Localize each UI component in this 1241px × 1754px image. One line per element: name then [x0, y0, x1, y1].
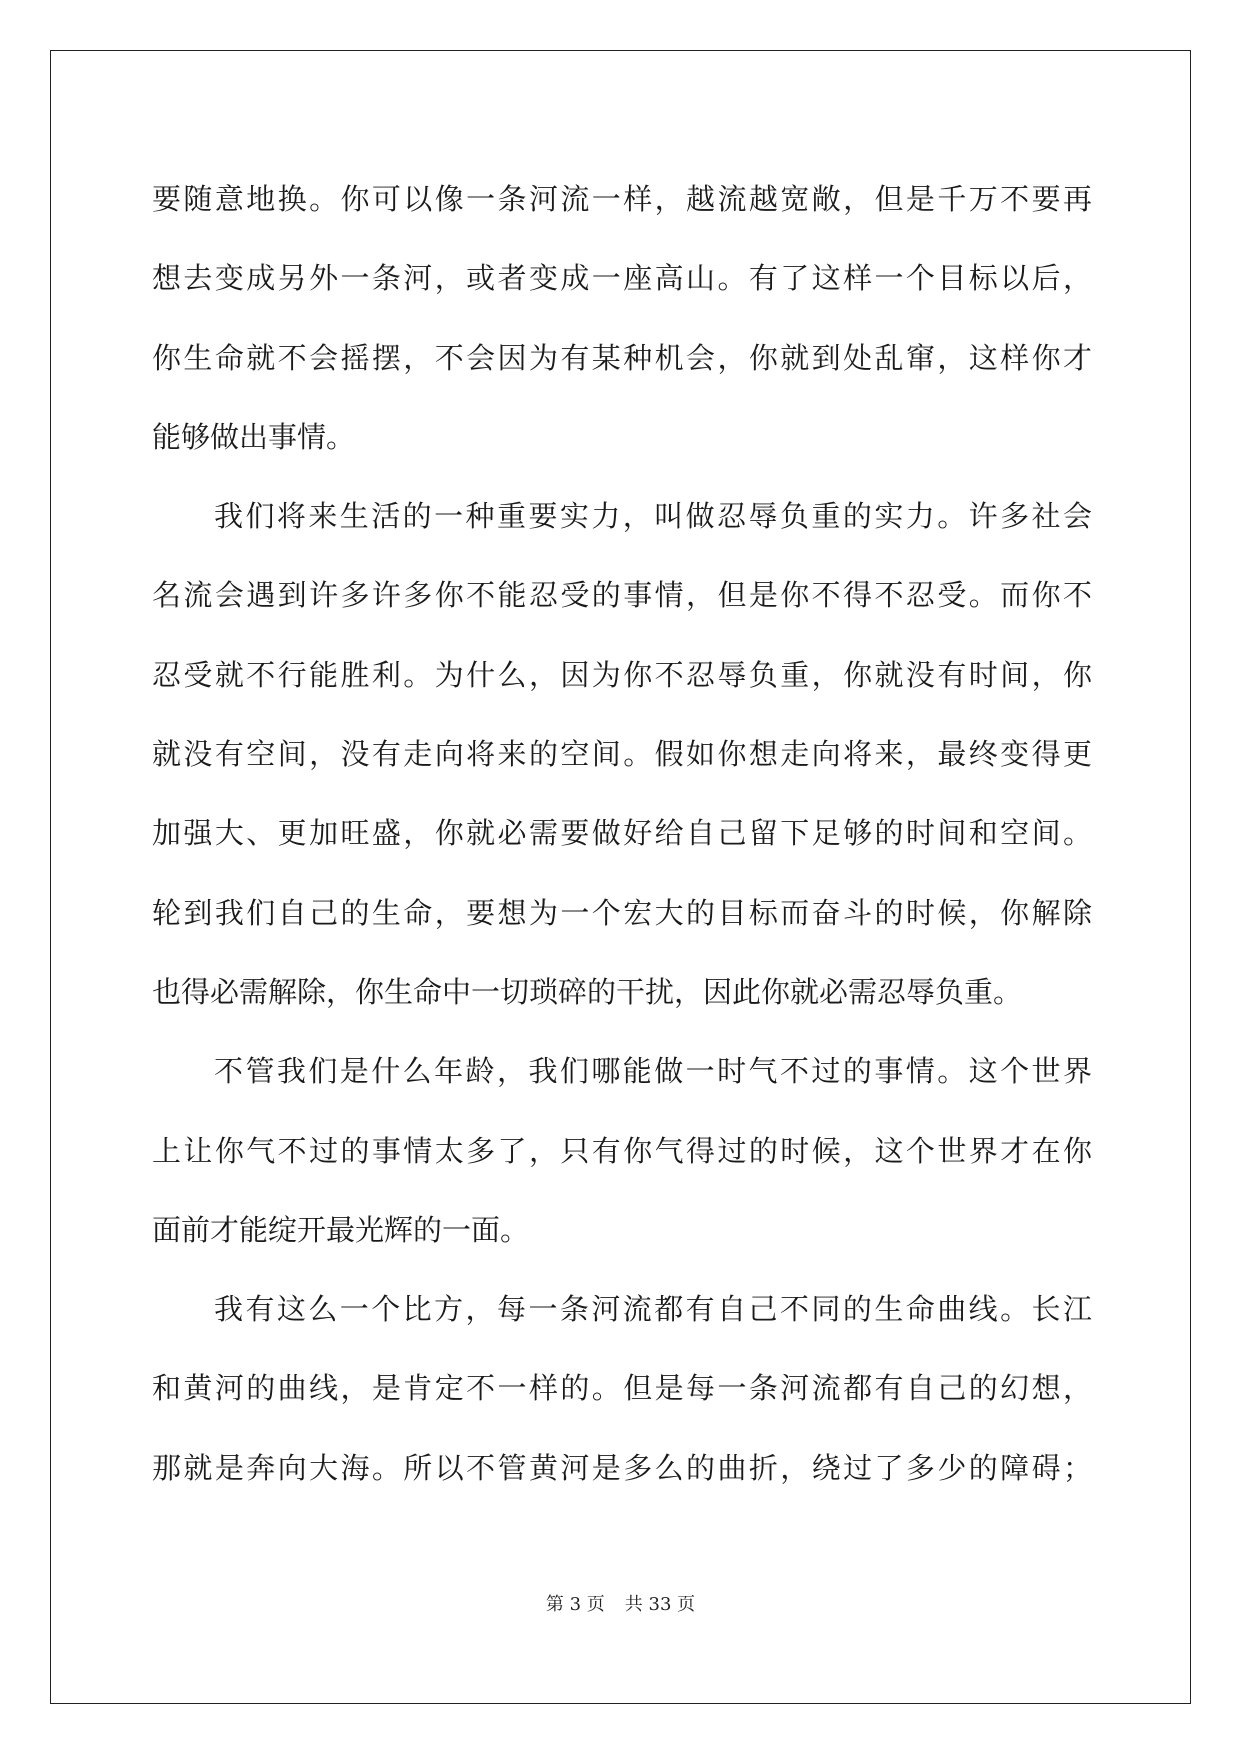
- text-line: 面前才能绽开最光辉的一面。: [152, 1212, 530, 1247]
- text-line: 你生命就不会摇摆，不会因为有某种机会，你就到处乱窜，这样你才: [152, 340, 1092, 375]
- text-line: 要随意地换。你可以像一条河流一样，越流越宽敞，但是千万不要再: [152, 182, 1092, 216]
- text-line: 上让你气不过的事情太多了，只有你气得过的时候，这个世界才在你: [152, 1133, 1092, 1168]
- text-line: 轮到我们自己的生命，要想为一个宏大的目标而奋斗的时候，你解除: [152, 895, 1092, 930]
- text-line: 忍受就不行能胜利。为什么，因为你不忍辱负重，你就没有时间，你: [152, 657, 1092, 692]
- text-line: 就没有空间，没有走向将来的空间。假如你想走向将来，最终变得更: [152, 737, 1092, 772]
- text-line: 加强大、更加旺盛，你就必需要做好给自己留下足够的时间和空间。: [152, 816, 1092, 851]
- text-line: 名流会遇到许多许多你不能忍受的事情，但是你不得不忍受。而你不: [152, 578, 1092, 613]
- text-line: 想去变成另外一条河，或者变成一座高山。有了这样一个目标以后，: [152, 261, 1092, 296]
- text-line: 我有这么一个比方，每一条河流都有自己不同的生命曲线。长江: [214, 1292, 1092, 1327]
- text-line: 和黄河的曲线，是肯定不一样的。但是每一条河流都有自己的幻想，: [152, 1371, 1092, 1406]
- document-body: [152, 160, 1092, 1508]
- text-line: 我们将来生活的一种重要实力，叫做忍辱负重的实力。许多社会: [214, 499, 1092, 534]
- text-line: 能够做出事情。: [152, 419, 356, 454]
- text-line: 那就是奔向大海。所以不管黄河是多么的曲折，绕过了多少的障碍；: [152, 1450, 1092, 1485]
- page-total: 共 33 页: [624, 1594, 696, 1615]
- page-number: 第 3 页: [545, 1594, 605, 1615]
- page-footer: [0, 1590, 1241, 1616]
- text-line: 不管我们是什么年龄，我们哪能做一时气不过的事情。这个世界: [214, 1054, 1092, 1089]
- text-line: 也得必需解除，你生命中一切琐碎的干扰，因此你就必需忍辱负重。: [152, 974, 1023, 1009]
